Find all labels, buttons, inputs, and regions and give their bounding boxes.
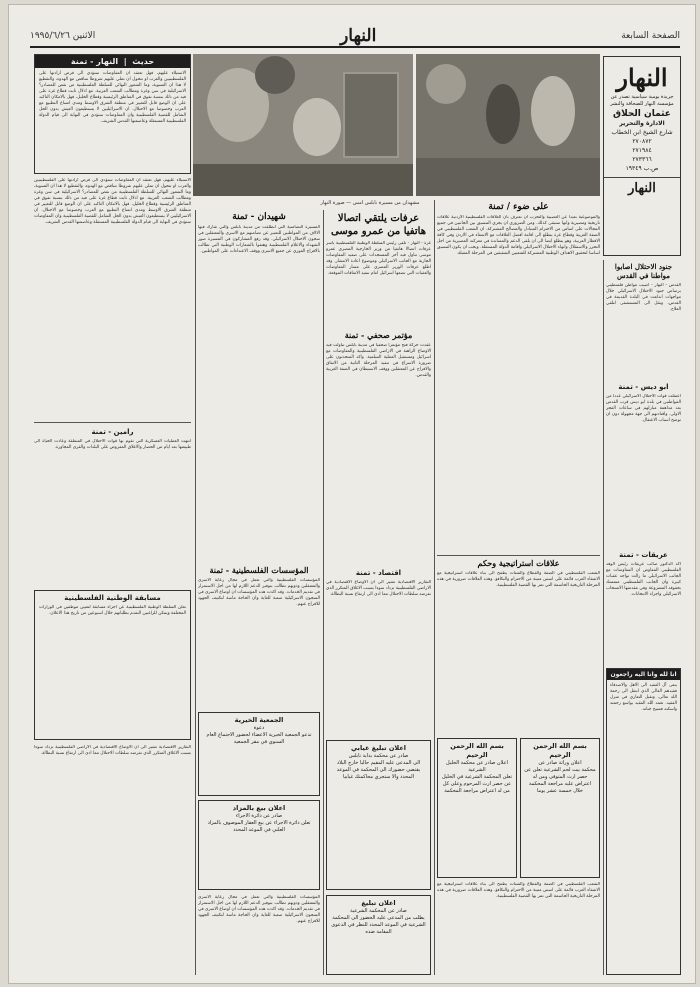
masthead-admin: الادارة والتحرير bbox=[619, 120, 665, 127]
abu-dis-headline: ابو ديس - تمنة bbox=[618, 383, 669, 391]
conference-body: عقدت حركة فتح مؤتمرا صحفيا في مدينة نابلس تناولت فيه الاوضاع الراهنة في الاراضي الفلسطينية والمفاوضات مع اسرائيل ومستقبل العملية السلمية. واكد المتحدثون على ضرورة الاسراع في تنفيذ المرحلة الثانية من الاتفاق والافراج عن المعتقلين ووقف الاستيطان في الضفة الغربية والقدس. bbox=[326, 343, 431, 378]
shuhada-body: المسيرة التضامنية التي انطلقت من مدينة نابلس والتي شارك فيها الالاف من المواطنين للتعبير عن تضامنهم مع الاسرى والمعتقلين في سجون الاحتلال الاسرائيلي. وقد رفع المشاركون في المسيرة صور الشهداء والاعلام الفلسطينية وهتفوا بالشعارات الوطنية التي تطالب بالافراج الفوري عن جميع الاسرى ووقف الاعتداءات على المواطنين. bbox=[198, 225, 320, 254]
photo-credit: صورة النهار bbox=[320, 200, 345, 206]
column-rule bbox=[323, 210, 324, 975]
column-rule bbox=[434, 200, 435, 975]
masthead-logo-secondary: النهار bbox=[604, 177, 680, 196]
institutions-body: المؤسسات الفلسطينية والتي تعمل في مجال رعاية الاسرى والمعتقلين وذويهم تطالب بتوفير الدعم اللازم لها من اجل الاستمرار في تقديم الخدمات. وقد اكدت هذه المؤسسات ان اوضاع الاسرى في السجون الاسرائيلية صعبة للغاية وان الحاجة ماسة لتكثيف الجهود للافراج عنهم. bbox=[198, 578, 320, 607]
notice-text: الى المدعى عليه المقيم حاليا خارج البلاد يقتضي حضورك الى المحكمة في الموعد المحدد والا ستجري محاكمتك غيابيا bbox=[336, 760, 421, 780]
shuhada-headline: شهيدان - تمنة bbox=[232, 212, 286, 222]
strategic-article bbox=[437, 558, 600, 741]
hadith-body: الاستيلاء عليهم، فهل تعتقد ان المفاوضات ستؤدي الى فرض ارادتها على الفلسطينيين والعرب او تتحول ان تملي عليهم شروطا تتناقض مع الهدوء، والتقطيع لا هذا ان التسوية، وما الشعور النهائي للسلطة الفلسطينية من نقص للمصادر؟ الاسرائيلية في سن وغزة ومطالب الشعب العربية. مع اذلال ثابت قطاع غزة على فيه من ذلك بنسبة تفوق في المناطق الرئيسية وقطاع الخليل، فهل بالامكان التاكيد على ان الوضع قابل للتغيير في منطقة الشرق الاوسط ومدى اتساع التطبيع مع العرب وخصوصا مع الاحتلال. ان الاسرائيليين لا يستطيعون العيش بدون الحل الشامل للقضية الفلسطينية وان المفاوضات ستؤدي في النهاية الى قيام الدولة الفلسطينية المستقلة وعاصمتها القدس الشريف. bbox=[39, 71, 186, 124]
institutions-headline: المؤسسات الفلسطينية - تمنة bbox=[209, 565, 309, 575]
hadith-subtitle-text: النهار - تمنة bbox=[70, 57, 119, 66]
settlers-article bbox=[606, 262, 681, 383]
settlers-headline: جنود الاحتلال اصابوا مواطنا في القدس bbox=[614, 262, 673, 280]
notice-sub: صادر عن المحكمة الشرعية bbox=[350, 908, 407, 914]
notice-sub: اعلان صادر عن محكمة الخليل الشرعية bbox=[446, 760, 508, 773]
notice-title: اعلان تبليغ غيابي bbox=[350, 744, 407, 752]
page-label: الصفحة السابعة bbox=[621, 31, 680, 41]
notice-box-3 bbox=[326, 740, 431, 890]
condolence-title: انا لله وانا اليه راجعون bbox=[607, 669, 680, 680]
economy-headline: اقتصاد - تمنة bbox=[355, 569, 402, 577]
light-headline: على ضوء / تمنة bbox=[488, 202, 549, 212]
competition-body: تعلن السلطة الوطنية الفلسطينية عن اجراء مسابقة لتعيين موظفين في الوزارات المختلفة ويمكن للراغبين التقدم بطلباتهم خلال اسبوعين من تاريخ هذا الاعلان. bbox=[39, 605, 186, 616]
masthead-phone2: ٢٧١٩٨٤ bbox=[632, 147, 652, 154]
economy-article bbox=[326, 566, 431, 740]
notice-box-2 bbox=[198, 800, 320, 890]
shuhada-article bbox=[198, 212, 320, 570]
strategic-headline: علاقات استراتيجية وحكم bbox=[477, 558, 560, 568]
middle-left-bottom-text: المؤسسات الفلسطينية والتي تعمل في مجال رعاية الاسرى والمعتقلين وذويهم تطالب بتوفير الدعم اللازم لها من اجل الاستمرار في تقديم الخدمات. وقد اكدت هذه المؤسسات ان اوضاع الاسرى في السجون الاسرائيلية صعبة للغاية وان الحاجة ماسة لتكثيف الجهود للافراج عنهم. bbox=[198, 895, 320, 924]
column-rule bbox=[603, 260, 604, 975]
notice-title: بسم الله الرحمن الرحيم bbox=[533, 742, 587, 759]
conference-headline: مؤتمر صحفي - تمنة bbox=[344, 330, 413, 340]
condolence-box bbox=[606, 668, 681, 975]
masthead-box bbox=[603, 56, 681, 256]
ramin-body: انتهت العمليات العسكرية التي تقوم بها قوات الاحتلال في المنطقة وعادت الحياة الى طبيعتها بعد ايام من الحصار والاغلاق المفروض على البلدات والقرى المجاورة. bbox=[34, 439, 191, 450]
notice-title: بسم الله الرحمن الرحيم bbox=[450, 742, 504, 759]
condolence-body: ينعى آل الفقيد الى الاهل والاصدقاء فقيدهم الغالي الذي انتقل الى رحمة الله تعالى، وتقبل التعازي في منزل الفقيد. تغمد الله الفقيد بواسع رحمته واسكنه فسيح جناته. bbox=[610, 683, 677, 712]
ramin-headline: رامين - تمنة bbox=[91, 428, 134, 436]
conference-article bbox=[326, 330, 431, 573]
photo-caption-text: مشهدان من مسيرة نابلس امس bbox=[352, 200, 420, 206]
abu-dis-article bbox=[606, 380, 681, 554]
hadith-box bbox=[34, 54, 191, 174]
masthead-pobox: ص.ب ١٩٣٤٩ bbox=[625, 165, 659, 172]
ramin-article bbox=[34, 425, 191, 589]
masthead-logo: النهار bbox=[616, 63, 668, 92]
eriha-article bbox=[606, 548, 681, 672]
masthead-fax: ٢٧٣٣٦٦ bbox=[632, 156, 652, 163]
notice-box-4 bbox=[326, 895, 431, 975]
economy-body: التقارير الاقتصادية تشير الى ان الاوضاع الاقتصادية في الاراضي الفلسطينية تزداد سوءا بسبب الاغلاق المتكرر الذي تفرضه سلطات الاحتلال مما ادى الى ارتفاع نسبة البطالة. bbox=[326, 580, 431, 597]
hadith-continuation: الاستيلاء عليهم، فهل تعتقد ان المفاوضات ستؤدي الى فرض ارادتها على الفلسطينيين والعرب او تتحول ان تملي عليهم شروطا تتناقض مع الهدوء، والتقطيع لا هذا ان التسوية، وما الشعور النهائي للسلطة الفلسطينية من نقص للمصادر؟ الاسرائيلية في سن وغزة ومطالب الشعب العربية. مع اذلال ثابت قطاع غزة على فيه من ذلك بنسبة تفوق في المناطق الرئيسية وقطاع الخليل، فهل بالامكان التاكيد على ان الوضع قابل للتغيير في منطقة الشرق الاوسط ومدى اتساع التطبيع مع العرب وخصوصا مع الاحتلال. ان الاسرائيليين لا يستطيعون العيش بدون الحل الشامل للقضية الفلسطينية وان المفاوضات ستؤدي في النهاية الى قيام الدولة الفلسطينية المستقلة وعاصمتها القدس الشريف. bbox=[34, 178, 191, 225]
notice-title: اعلان تبليغ bbox=[361, 899, 396, 907]
middle-right-bottom-text: الشعب الفلسطيني في الضفة والقطاع والشتات يطمح الى بناء علاقات استراتيجية مع الاشقاء العرب قائمة على اسس متينة من الاحترام والتكافؤ. وهذه العلاقات ضرورية في هذه المرحلة التاريخية الحاسمة التي تمر بها القضية الفلسطينية. bbox=[437, 882, 600, 899]
notice-sub: صادر عن دائرة الاجراء bbox=[235, 813, 283, 819]
notice-text: محكمة بيت لحم الشرعية تعلن عن حصر ارث المتوفى ومن له اعتراض عليه مراجعة المحكمة خلال خمسة عشر يوما bbox=[524, 767, 596, 794]
notice-sub: صادر عن محكمة بداية نابلس bbox=[348, 753, 409, 759]
notice-box-5 bbox=[437, 738, 517, 878]
eriha-headline: عريقات - تمنة bbox=[619, 551, 668, 559]
light-article bbox=[437, 202, 600, 560]
divider bbox=[34, 422, 191, 423]
divider bbox=[437, 555, 600, 556]
column-rule bbox=[195, 210, 196, 975]
notice-text: تدعو الجمعية الخيرية الاعضاء لحضور الاجتماع العام السنوي في مقر الجمعية bbox=[206, 732, 312, 745]
abu-dis-body: اعتقلت قوات الاحتلال الاسرائيلي عددا من المواطنين في بلدة ابو ديس قرب القدس بعد مداهمة منازلهم في ساعات الفجر الاولى. واقتادتهم الى جهة مجهولة دون ان توضح اسباب الاعتقال. bbox=[606, 394, 681, 423]
masthead-phone1: ٢٧٠٨٧٢ bbox=[632, 138, 652, 145]
notice-text: يطلب من المدعى عليه الحضور الى المحكمة الشرعية في الموعد المحدد للنظر في الدعوى المقامة ضده bbox=[331, 915, 426, 935]
notice-text: تعلن دائرة الاجراء عن بيع العقار الموصوف بالمزاد العلني في الموعد المحدد bbox=[207, 820, 311, 833]
masthead-editor: عثمان الحلاق bbox=[613, 109, 671, 119]
notice-title: اعلان بيع بالمزاد bbox=[232, 804, 286, 812]
photo-clash bbox=[416, 54, 600, 196]
photo-protest-women bbox=[193, 54, 413, 196]
notice-sub: دعوة bbox=[253, 725, 265, 731]
light-body: والموضوعية بعيدا عن العصبية والتحزب ان نعترف بان العلاقات الفلسطينية الاردنية علاقات تاريخية ومصيرية وانها ستبقى كذلك. ومن الضروري ان يجري التنسيق بين الجانبين في جميع المجالات على اساس من الاحترام المتبادل والمصالح المشتركة. ان الشعب الفلسطيني في الضفة الغربية وقطاع غزة يتطلع الى اقامة افضل العلاقات مع الاشقاء في الاردن وفي كافة الاقطار العربية، وهو يتطلع ايضا الى ان يلقى الدعم والمساندة في معركته المصيرية من اجل التحرر والاستقلال وانهاء الاحتلال الاسرائيلي واقامة الدولة المستقلة. ويجب ان يكون التنسيق اساسا لتحقيق الاهداف الوطنية المشتركة للشعبين الشقيقين في المرحلة المقبلة. bbox=[437, 215, 600, 256]
competition-headline: مسابقة الوطنية الفلسطينية bbox=[64, 594, 161, 602]
notice-box-6 bbox=[520, 738, 600, 878]
left-bottom-text: التقارير الاقتصادية تشير الى ان الاوضاع الاقتصادية في الاراضي الفلسطينية تزداد سوءا بسبب الاغلاق المتكرر الذي تفرضه سلطات الاحتلال مما ادى الى ارتفاع نسبة البطالة. bbox=[34, 745, 191, 756]
page-header bbox=[30, 26, 680, 48]
notice-title: الجمعية الخيرية bbox=[234, 716, 284, 724]
masthead-address: شارع الشيخ ابن الخطاب bbox=[611, 129, 673, 136]
issue-date: الاثنين ١٩٩٥/٦/٢٦ bbox=[30, 31, 96, 41]
arafat-article bbox=[326, 212, 431, 331]
arafat-body: غزة - النهار - تلقى رئيس السلطة الوطنية الفلسطينية ياسر عرفات اتصالا هاتفيا من وزير الخارجية المصري عمرو موسى تناول فيه آخر المستجدات على صعيد المفاوضات الجارية مع الجانب الاسرائيلي وموضوع اعادة الانتشار. وقد اطلع عرفات الوزير المصري على مسار المفاوضات والعقبات التي تضعها اسرائيل امام تنفيذ الاتفاقات الموقعة. bbox=[326, 241, 431, 276]
notice-box-1 bbox=[198, 712, 320, 796]
strategic-body: الشعب الفلسطيني في الضفة والقطاع والشتات يطمح الى بناء علاقات استراتيجية مع الاشقاء العرب قائمة على اسس متينة من الاحترام والتكافؤ. وهذه العلاقات ضرورية في هذه المرحلة التاريخية الحاسمة التي تمر بها القضية الفلسطينية. bbox=[437, 571, 600, 588]
eriha-body: اكد الدكتور صائب عريقات رئيس الوفد الفلسطيني المفاوض ان المفاوضات مع الجانب الاسرائيلي ما زالت تواجه عقبات كبيرة وان الجانب الفلسطيني متمسك بحقوقه المشروعة وفي مقدمتها الانسحاب الاسرائيلي واجراء الانتخابات. bbox=[606, 562, 681, 597]
photo-caption: مشهدان من مسيرة نابلس امس — صورة النهار bbox=[320, 200, 420, 206]
institutions-article bbox=[198, 565, 320, 718]
masthead-subtitle: جريدة يومية سياسية تصدر عن مؤسسة النهار للصحافة والنشر bbox=[610, 94, 674, 107]
arafat-headline: عرفات يلتقي اتصالا هاتفيا من عمرو موسى bbox=[331, 213, 426, 237]
notice-text: تعلن المحكمة الشرعية في الخليل عن حصر ارث المرحوم وعلى كل من له اعتراض مراجعة المحكمة bbox=[442, 774, 512, 794]
competition-box bbox=[34, 590, 191, 740]
hadith-title: حديث | النهار - تمنة bbox=[35, 55, 190, 68]
settlers-body: القدس - النهار - اصيب مواطن فلسطيني برصاص جنود الاحتلال الاسرائيلي خلال مواجهات اندلعت في البلدة القديمة في القدس، ونقل الى المستشفى لتلقي العلاج. bbox=[606, 283, 681, 312]
masthead-small-logo: النهار bbox=[340, 26, 377, 46]
hadith-title-text: حديث bbox=[132, 57, 155, 66]
notice-sub: اعلان وراثة صادر عن bbox=[538, 760, 582, 766]
